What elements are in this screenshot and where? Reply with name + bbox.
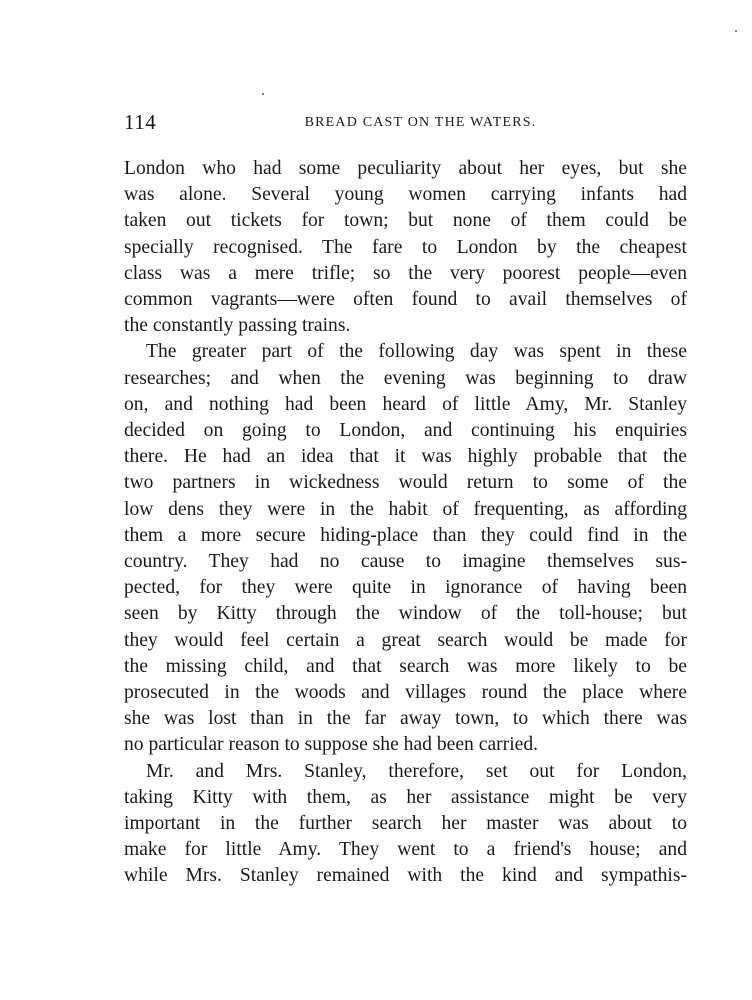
text-line: important in the further search her master was about to: [124, 813, 687, 835]
text-line: prosecuted in the woods and villages round the place where: [124, 682, 687, 704]
text-line: on, and nothing had been heard of little Amy, Mr. Stanley: [124, 393, 687, 415]
text-line: seen by Kitty through the window of the toll-house; but: [124, 603, 687, 625]
text-line: Mr. and Mrs. Stanley, therefore, set out for London,: [146, 760, 687, 782]
text-line: taking Kitty with them, as her assistance might be very: [124, 786, 687, 808]
running-head: BREAD CAST ON THE WATERS.: [304, 115, 537, 130]
ink-speck: [262, 93, 264, 95]
text-line: she was lost than in the far away town, to which there was: [124, 708, 687, 730]
text-line: researches; and when the evening was beginning to draw: [124, 367, 687, 389]
paragraph-1: [124, 156, 687, 339]
text-line: make for little Amy. They went to a friend's house; and: [124, 839, 687, 861]
text-line: taken out tickets for town; but none of them could be: [124, 210, 687, 232]
page-header: [124, 110, 687, 140]
text-line: class was a mere trifle; so the very poorest people—even: [124, 262, 687, 284]
text-line: while Mrs. Stanley remained with the kind and sympathis-: [124, 865, 687, 887]
paragraph-3: [124, 759, 687, 890]
page-number: 114: [124, 110, 157, 134]
ink-speck: [735, 30, 737, 32]
text-line: there. He had an idea that it was highly probable that the: [124, 446, 687, 468]
text-line: no particular reason to suppose she had been carried.: [124, 734, 539, 756]
text-line: the constantly passing trains.: [124, 315, 351, 337]
text-line: specially recognised. The fare to London by the cheapest: [124, 236, 687, 258]
text-line: the missing child, and that search was more likely to be: [124, 655, 687, 677]
text-line: them a more secure hiding-place than they could find in the: [124, 524, 687, 546]
text-line: pected, for they were quite in ignorance of having been: [124, 577, 687, 599]
text-line: country. They had no cause to imagine themselves sus-: [124, 551, 687, 573]
text-line: common vagrants—were often found to avail themselves of: [124, 289, 687, 311]
text-line: decided on going to London, and continuing his enquiries: [124, 420, 687, 442]
text-line: low dens they were in the habit of frequenting, as affording: [124, 498, 687, 520]
text-line: two partners in wickedness would return to some of the: [124, 472, 687, 494]
paragraph-2: [124, 339, 687, 758]
text-line: they would feel certain a great search would be made for: [124, 629, 687, 651]
text-line: was alone. Several young women carrying infants had: [124, 184, 687, 206]
text-line: London who had some peculiarity about her eyes, but she: [124, 158, 687, 179]
body-text: [124, 156, 687, 890]
text-line: The greater part of the following day was spent in these: [146, 341, 687, 363]
